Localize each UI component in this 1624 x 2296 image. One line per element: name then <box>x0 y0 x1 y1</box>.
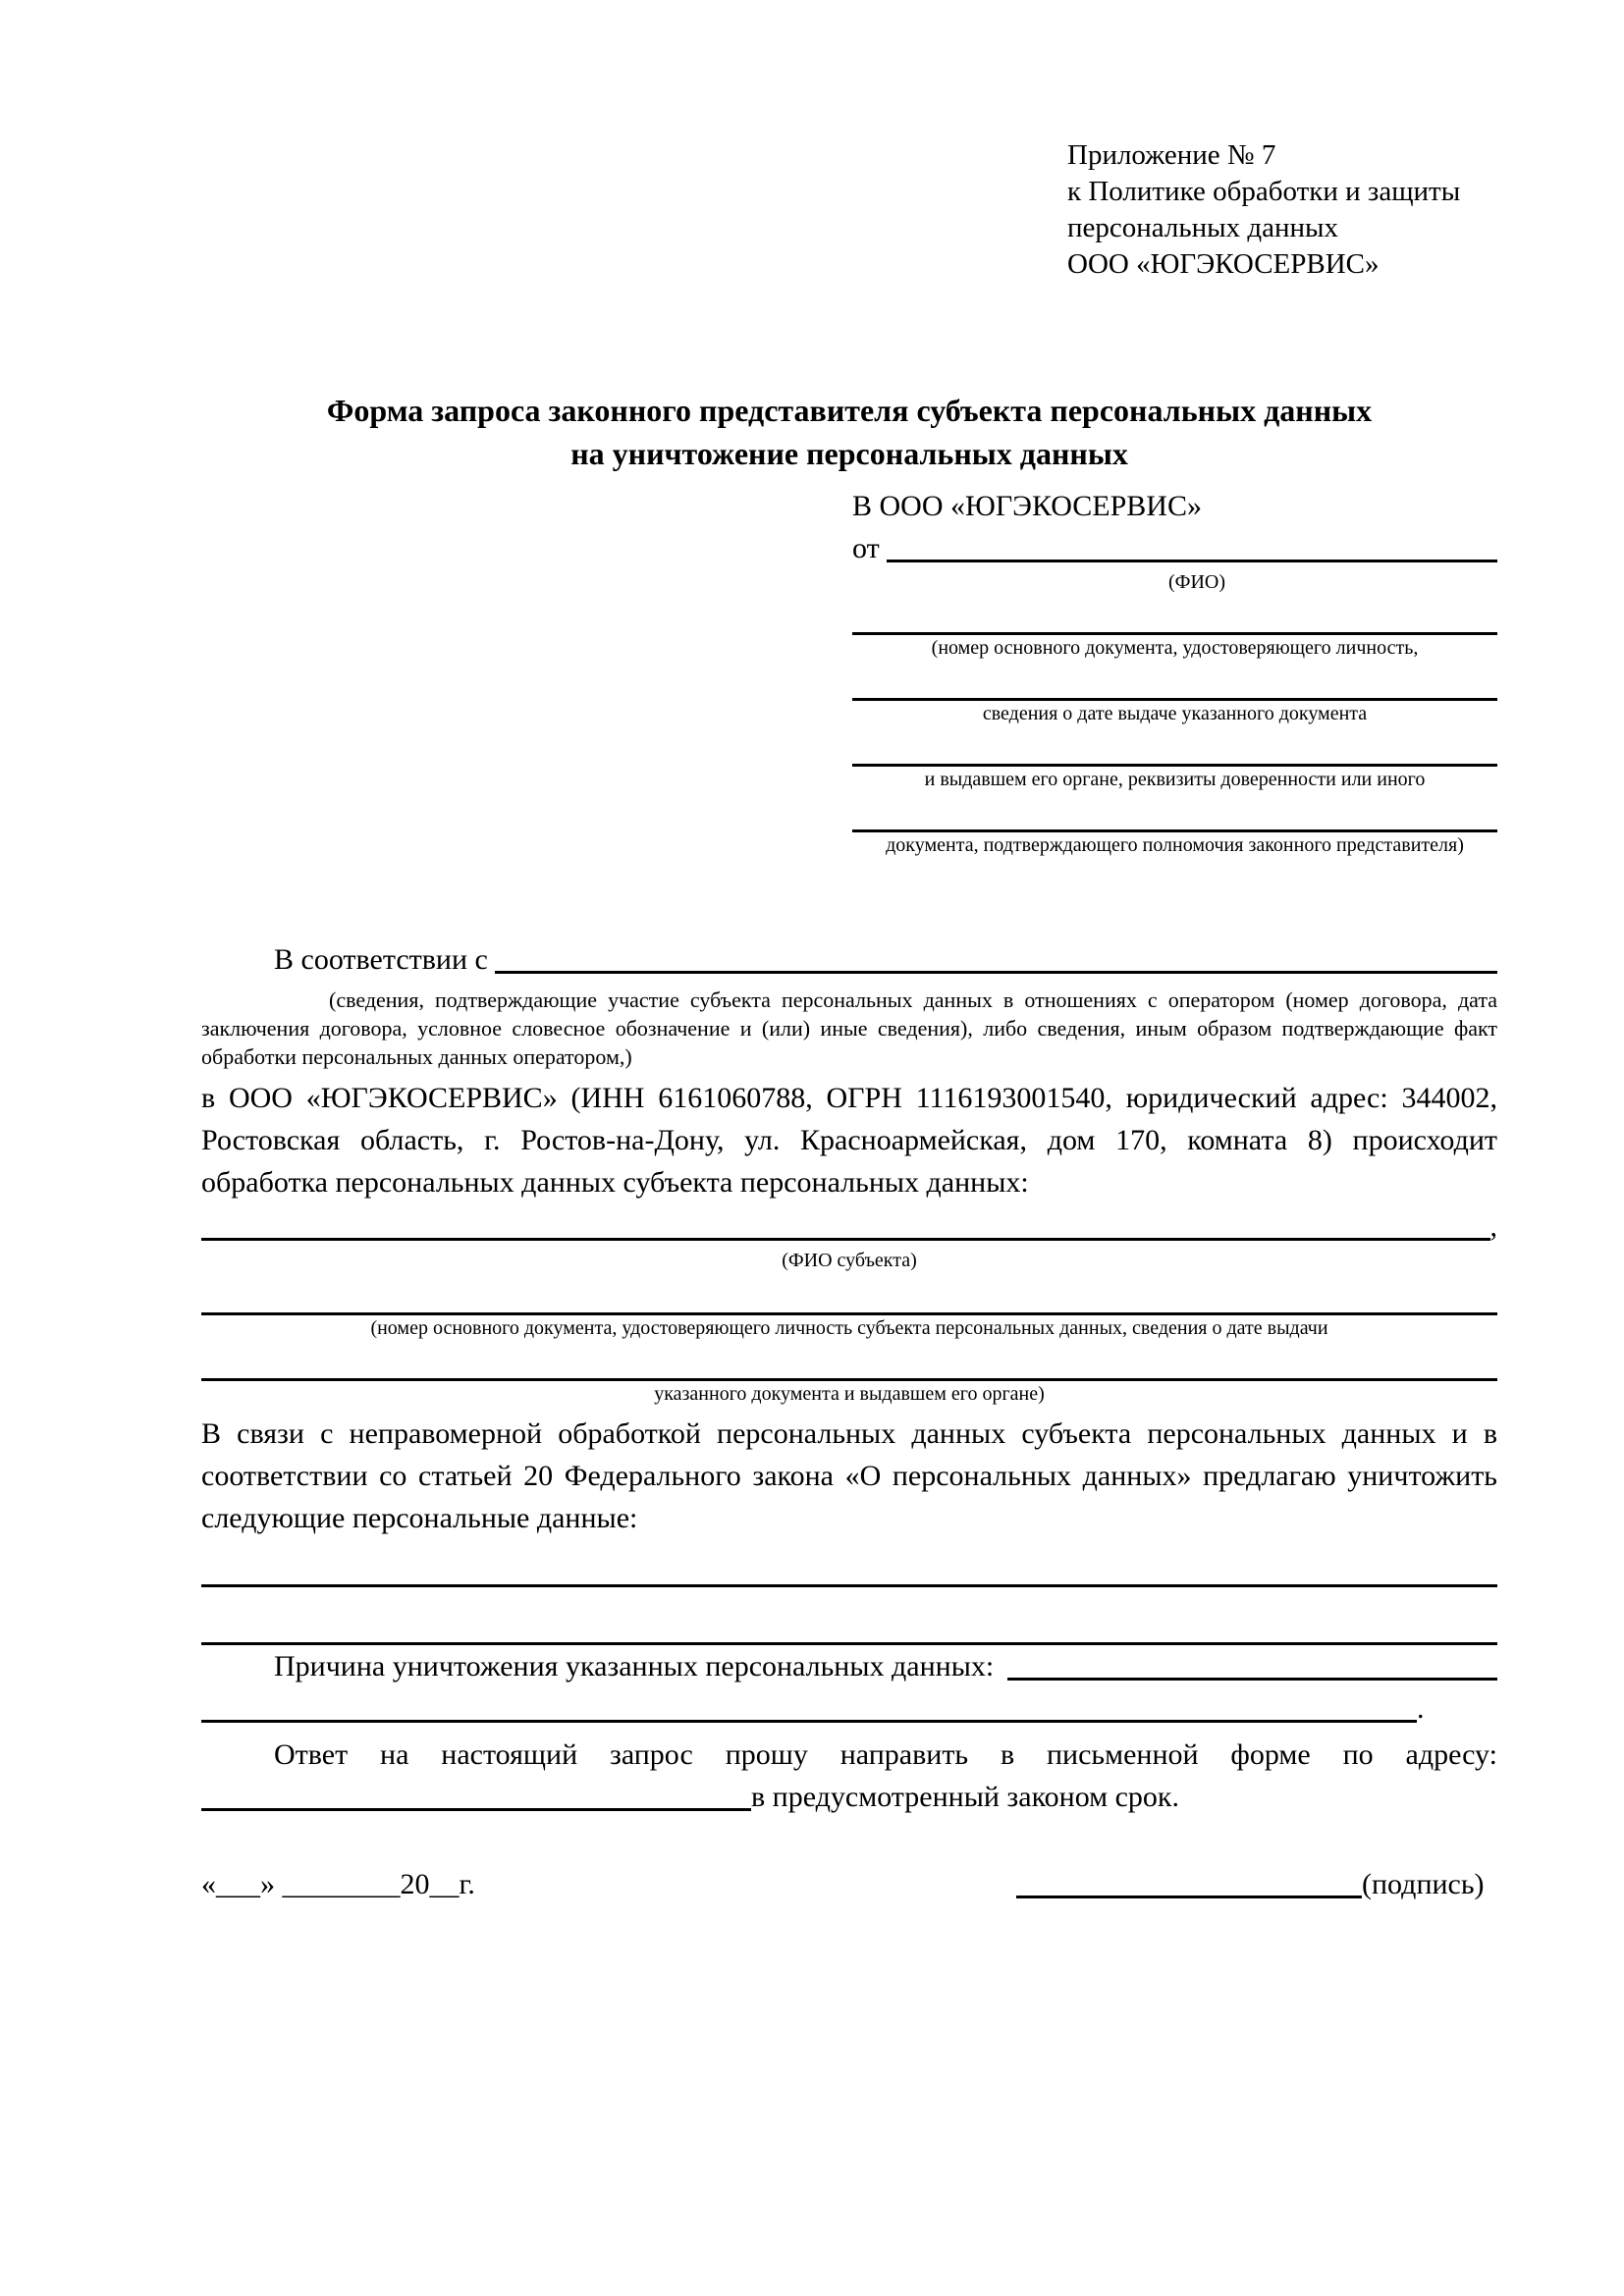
appendix-line-3: персональных данных <box>1067 212 1339 243</box>
document-content <box>201 0 1497 1905</box>
accordance-label: В соответствии с <box>274 943 496 976</box>
representative-doc-caption-4: документа, подтверждающего полномочия законного представителя) <box>886 834 1464 856</box>
appendix-line-2: к Политике обработки и защиты <box>1067 176 1461 207</box>
operator-paragraph: в ООО «ЮГЭКОСЕРВИС» (ИНН 6161060788, ОГРН 1116193001540, юридический адрес: 344002, Ростовская область, г. Ростов-на-Дону, ул. Красноармейская, дом 170, комната 8) происходит обработка персональных данных субъекта персональных данных: <box>201 1082 1497 1199</box>
subject-fio-row <box>201 1205 1497 1248</box>
subject-doc-caption-1: (номер основного документа, удостоверяющего личность субъекта персональных данных, сведения о дате выдачи <box>370 1317 1328 1339</box>
subject-fio-blank-line <box>201 1205 1490 1241</box>
appendix-header <box>1067 0 1497 283</box>
subject-fio-comma: , <box>1489 1210 1497 1243</box>
reason-blank-line <box>1007 1645 1497 1681</box>
fio-caption: (ФИО) <box>1167 571 1225 593</box>
title-line-2: на уничтожение персональных данных <box>570 436 1128 471</box>
representative-doc-caption-2: сведения о дате выдаче указанного документа <box>982 703 1368 724</box>
representative-doc-blank-line-3 <box>852 726 1497 767</box>
representative-doc-blank-line-4 <box>852 792 1497 832</box>
reason-blank-line-2 <box>201 1687 1417 1723</box>
signature-blank-line <box>1016 1863 1362 1898</box>
answer-address-row <box>201 1776 1497 1818</box>
subject-doc-blank-line-2 <box>201 1341 1497 1381</box>
appendix-line-1: Приложение № 7 <box>1067 139 1276 171</box>
reason-row <box>201 1645 1497 1687</box>
appendix-line-4: ООО «ЮГЭКОСЕРВИС» <box>1067 248 1380 280</box>
title-line-1: Форма запроса законного представителя субъекта персональных данных <box>326 393 1373 428</box>
data-list-blank-line-2 <box>201 1587 1497 1645</box>
date-fill-in: «___» ________20__г. <box>201 1868 475 1900</box>
accordance-row <box>201 938 1497 981</box>
representative-doc-caption-3: и выдавшем его органе, реквизиты доверенности или иного <box>924 769 1426 790</box>
from-label: от <box>852 532 888 564</box>
representative-doc-caption-1: (номер основного документа, удостоверяющего личность, <box>931 637 1419 659</box>
subject-doc-caption-2: указанного документа и выдавшем его органе) <box>654 1383 1045 1405</box>
addressee-to: В ООО «ЮГЭКОСЕРВИС» <box>852 490 1202 522</box>
reason-label: Причина уничтожения указанных персональных данных: <box>274 1650 995 1682</box>
signature-block <box>1016 1863 1497 1905</box>
signature-caption: (подпись) <box>1362 1868 1485 1900</box>
answer-tail: в предусмотренный законом срок. <box>751 1781 1179 1813</box>
accordance-blank-line <box>495 938 1497 974</box>
signature-row <box>201 1863 1497 1905</box>
data-list-blank-line-1 <box>201 1551 1497 1587</box>
request-paragraph: В связи с неправомерной обработкой персональных данных субъекта персональных данных и в соответствии со статьей 20 Федерального закона «О персональных данных» предлагаю уничтожить следующие персональные данные: <box>201 1417 1497 1534</box>
addressee-block <box>852 485 1497 858</box>
document-title <box>201 389 1497 475</box>
answer-sentence: Ответ на настоящий запрос прошу направить в письменной форме по адресу: <box>274 1738 1497 1771</box>
representative-doc-blank-line-1 <box>852 595 1497 635</box>
reason-continuation-row <box>201 1687 1497 1730</box>
from-row <box>852 527 1497 569</box>
subject-fio-caption: (ФИО субъекта) <box>782 1250 917 1271</box>
answer-address-blank-line <box>201 1776 751 1811</box>
from-blank-line <box>887 527 1497 562</box>
accordance-caption: (сведения, подтверждающие участие субъекта персональных данных в отношениях с оператором (номер договора, дата заключения договора, условное словесное обозначение и (или) иные сведения), либо сведения, иным образом подтверждающие факт обработки персональных данных оператором,) <box>201 988 1497 1069</box>
reason-period: . <box>1417 1692 1425 1725</box>
subject-doc-blank-line-1 <box>201 1275 1497 1315</box>
representative-doc-blank-line-2 <box>852 661 1497 701</box>
